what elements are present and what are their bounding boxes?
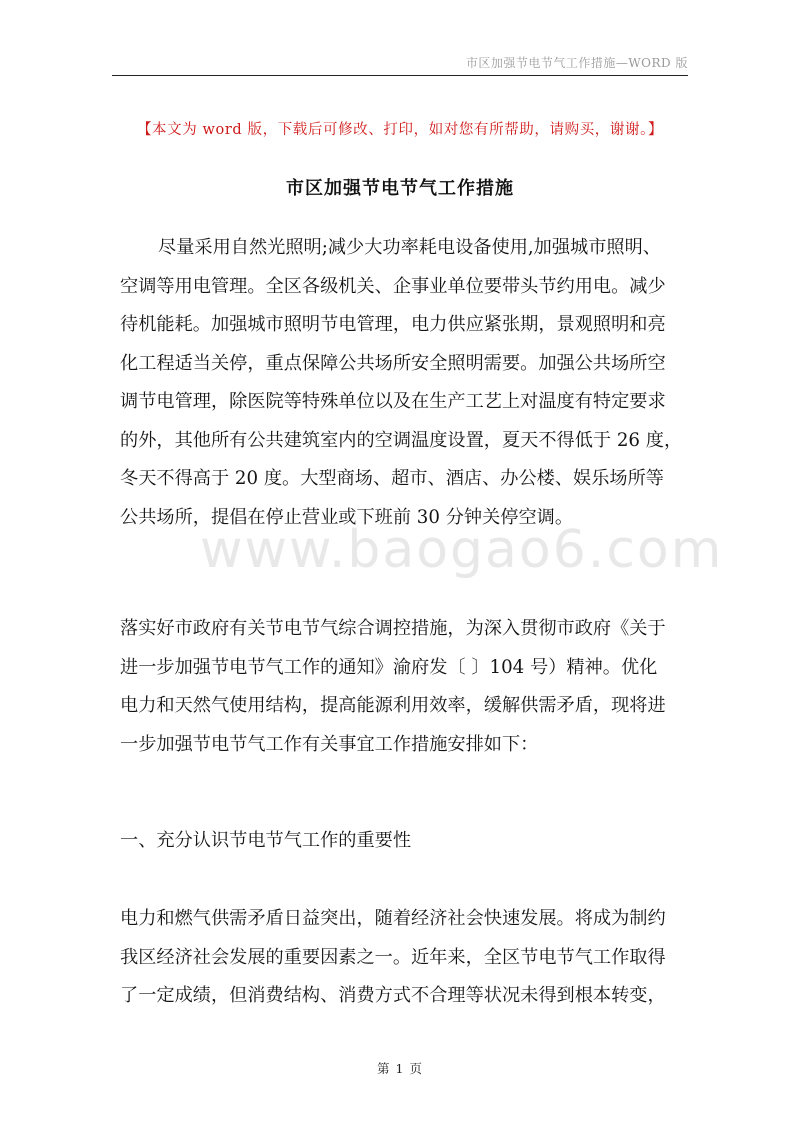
paragraph-line: 待机能耗。加强城市照明节电管理，电力供应紧张期，景观照明和亮	[120, 314, 666, 335]
header-divider	[112, 75, 688, 76]
page-number: 第 1 页	[377, 1061, 423, 1076]
paragraph-line: 尽量采用自然光照明;减少大功率耗电设备使用,加强城市照明、	[158, 237, 661, 258]
paragraph-line: 电力和天然气使用结构，提高能源利用效率，缓解供需矛盾，现将进	[120, 695, 666, 716]
paragraph-supply-demand	[120, 900, 686, 1016]
paragraph-line: 空调等用电管理。全区各级机关、企事业单位要带头节约用电。减少	[120, 275, 666, 297]
paragraph-line: 电力和燃气供需矛盾日益突出，随着经济社会快速发展。将成为制约	[120, 908, 666, 929]
paragraph-line: 调节电管理，除医院等特殊单位以及在生产工艺上对温度有特定要求	[120, 391, 666, 412]
paragraph-line: 了一定成绩，但消费结构、消费方式不合理等状况未得到根本转变，	[120, 985, 666, 1006]
watermark: www.baogao6.com	[200, 520, 724, 580]
purchase-notice: 【本文为 word 版，下载后可修改、打印，如对您有所帮助，请购买，谢谢。】	[136, 122, 664, 138]
paragraph-line: 落实好市政府有关节电节气综合调控措施，为深入贯彻市政府《关于	[120, 618, 666, 639]
paragraph-line: 的外，其他所有公共建筑室内的空调温度设置，夏天不得低于 26 度，	[120, 429, 683, 451]
running-header: 市区加强节电节气工作措施—WORD 版	[465, 56, 688, 70]
paragraph-line: 进一步加强节电节气工作的通知》渝府发〔 〕104 号）精神。优化	[120, 656, 658, 678]
paragraph-lighting-ac	[120, 229, 686, 537]
paragraph-implementation	[120, 610, 686, 764]
paragraph-line: 公共场所，提倡在停止营业或下班前 30 分钟关停空调。	[120, 506, 574, 528]
document-title: 市区加强节电节气工作措施	[286, 178, 514, 199]
paragraph-line: 一步加强节电节气工作有关事宜工作措施安排如下：	[120, 733, 539, 755]
section-heading-text: 一、充分认识节电节气工作的重要性	[120, 830, 412, 851]
section-heading	[120, 822, 686, 861]
paragraph-line: 化工程适当关停，重点保障公共场所安全照明需要。加强公共场所空	[120, 352, 666, 374]
paragraph-line: 我区经济社会发展的重要因素之一。近年来，全区节电节气工作取得	[120, 946, 666, 968]
paragraph-line: 冬天不得高于 20 度。大型商场、超市、酒店、办公楼、娱乐场所等	[120, 468, 664, 489]
